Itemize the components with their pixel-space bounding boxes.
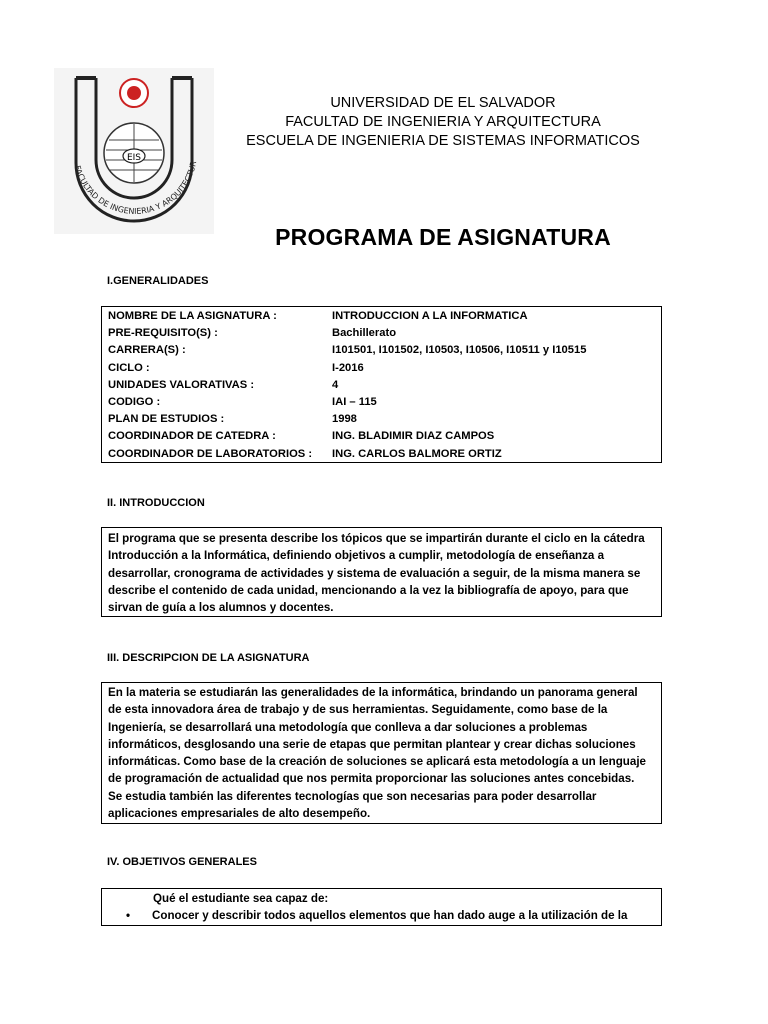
info-label: CODIGO :: [108, 396, 161, 409]
paragraph-line: informáticas. Como base de la creación de soluciones se aplicará esta metodología a un lenguaje: [108, 755, 646, 769]
info-value: IAI – 115: [332, 396, 377, 409]
info-row: [108, 428, 655, 445]
objective-text: Conocer y describir todos aquellos elementos que han dado auge a la utilización de la: [152, 909, 628, 923]
paragraph-line: de esta innovadora área de trabajo y de sus herramientas. Seguidamente, como base de la: [108, 703, 608, 717]
info-label: PLAN DE ESTUDIOS :: [108, 413, 225, 426]
paragraph-line: Ingeniería, se desarrollará una metodología que conlleva a dar soluciones a problemas: [108, 720, 588, 734]
info-label: CARRERA(S) :: [108, 344, 186, 357]
introduccion-box: [101, 527, 662, 617]
info-value: Bachillerato: [332, 327, 397, 340]
document-title: PROGRAMA DE ASIGNATURA: [275, 224, 611, 250]
info-row: [108, 325, 655, 342]
university-logo: [54, 68, 214, 234]
descripcion-box: [101, 682, 662, 824]
paragraph-line: aplicaciones empresariales de alto desempeño.: [108, 807, 371, 821]
paragraph-line: El programa que se presenta describe los tópicos que se impartirán durante el ciclo en la cátedra: [108, 532, 645, 545]
info-value: 1998: [332, 413, 357, 426]
logo-ring-text: FACULTAD DE INGENIERIA Y ARQUITECTUR: [72, 160, 199, 216]
paragraph-line: En la materia se estudiarán las generalidades de la informática, brindando un panorama general: [108, 686, 638, 699]
info-label: CICLO :: [108, 361, 150, 374]
info-value: I101501, I101502, I10503, I10506, I10511 y I10515: [332, 344, 587, 357]
info-value: ING. CARLOS BALMORE ORTIZ: [332, 447, 502, 460]
paragraph-line: Introducción a la Informática, definiendo objetivos a cumplir, metodología de enseñanza a: [108, 549, 605, 563]
info-row: [108, 446, 655, 463]
faculty-name: FACULTAD DE INGENIERIA Y ARQUITECTURA: [285, 114, 601, 130]
info-value: INTRODUCCION A LA INFORMATICA: [332, 310, 528, 322]
paragraph-line: describe el contenido de cada unidad, mencionando a la vez la bibliografía de apoyo, para que: [108, 583, 629, 597]
university-name: UNIVERSIDAD DE EL SALVADOR: [330, 95, 556, 111]
info-label: PRE-REQUISITO(S) :: [108, 327, 218, 340]
info-row: [108, 377, 655, 394]
paragraph-line: sirvan de guía a los alumnos y docentes.: [108, 601, 334, 615]
section-heading-objetivos: IV. OBJETIVOS GENERALES: [107, 856, 257, 868]
section-heading-descripcion: III. DESCRIPCION DE LA ASIGNATURA: [107, 652, 310, 664]
institution-header: [230, 94, 656, 151]
info-value: ING. BLADIMIR DIAZ CAMPOS: [332, 430, 495, 443]
info-row: [108, 342, 655, 359]
paragraph-line: informáticos, desglosando una serie de etapas que permitan plantear y crear dichas soluciones: [108, 737, 636, 751]
info-label: NOMBRE DE LA ASIGNATURA :: [108, 310, 277, 322]
logo-center-text: EIS: [126, 153, 142, 163]
section-heading-introduccion: II. INTRODUCCION: [107, 497, 205, 509]
objetivos-intro: Qué el estudiante sea capaz de:: [153, 892, 329, 905]
bullet-icon: •: [126, 909, 131, 923]
objetivos-box: [101, 888, 662, 926]
info-row: [108, 394, 655, 411]
info-label: COORDINADOR DE CATEDRA :: [108, 430, 276, 443]
info-value: I-2016: [332, 361, 364, 374]
generalidades-box: [101, 306, 662, 463]
info-label: COORDINADOR DE LABORATORIOS :: [108, 447, 313, 460]
paragraph-line: desarrollar, cronograma de actividades y sistema de evaluación a seguir, de la misma manera se: [108, 566, 641, 580]
info-row: [108, 360, 655, 377]
section-heading-generalidades: I.GENERALIDADES: [107, 275, 209, 287]
paragraph-line: Se estudia también las diferentes tecnologías que son necesarias para poder desarrollar: [108, 789, 597, 803]
info-value: 4: [332, 378, 339, 391]
paragraph-line: de programación de actualidad que nos permita proporcionar las soluciones antes concebidas.: [108, 772, 635, 786]
school-name: ESCUELA DE INGENIERIA DE SISTEMAS INFORMATICOS: [246, 133, 640, 149]
info-label: UNIDADES VALORATIVAS :: [108, 378, 255, 391]
list-item: [108, 907, 655, 924]
info-row: [108, 308, 655, 325]
info-row: [108, 411, 655, 428]
